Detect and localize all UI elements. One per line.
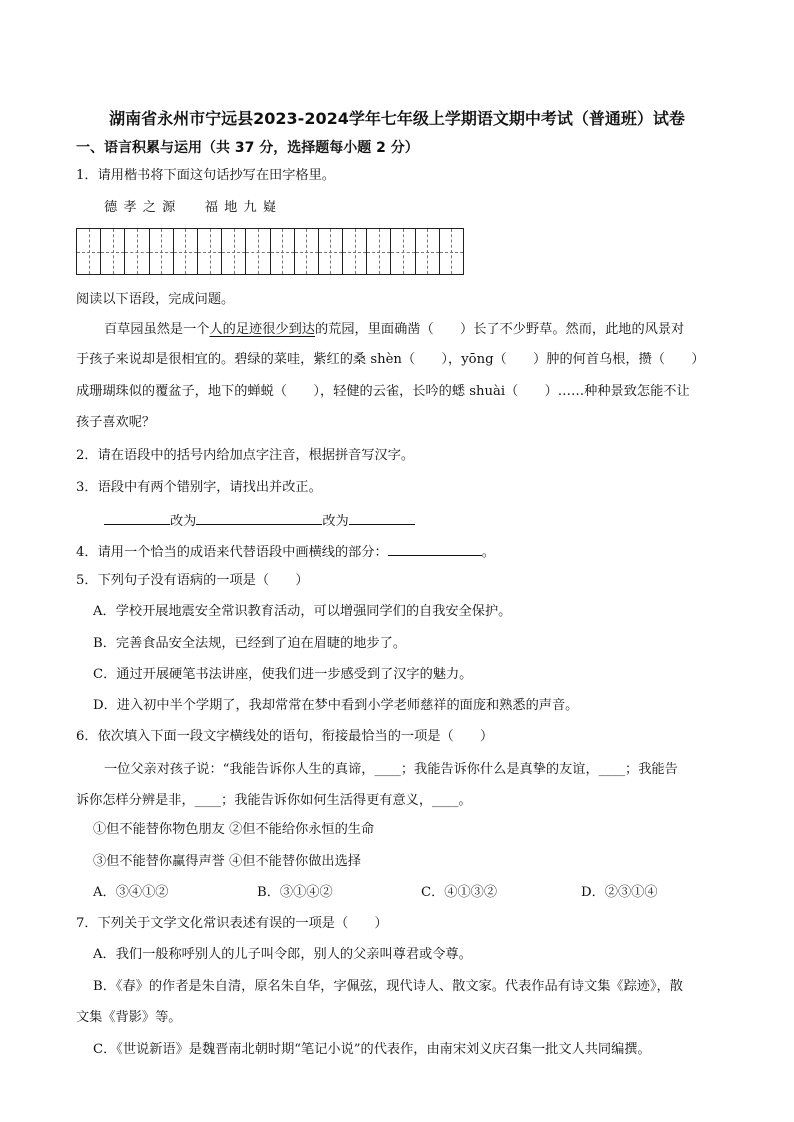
grid-cell[interactable] xyxy=(101,229,125,274)
q7-stem: 7．下列关于文学文化常识表述有误的一项是（ ） xyxy=(76,916,388,931)
change-label: 改为 xyxy=(322,514,349,529)
q6-passage-line-2: 诉你怎样分辨是非，____；我能告诉你如何生活得更有意义，____。 xyxy=(76,793,472,808)
underlined-phrase: 人的足迹很少到达 xyxy=(209,322,315,337)
grid-cell[interactable] xyxy=(222,229,246,274)
q7-option-a[interactable]: A．我们一般称呼别人的儿子叫令郎，别人的父亲叫尊君或令尊。 xyxy=(93,947,472,962)
reading-paragraph-line-1 xyxy=(104,320,684,340)
q5-option-d[interactable]: D．进入初中半个学期了，我却常常在梦中看到小学老师慈祥的面庞和熟悉的声音。 xyxy=(93,698,579,713)
reading-paragraph-line-2: 于孩子来说却是很相宜的。碧绿的菜哇，紫红的桑 shèn（ ），yōng（ ）肿的何首乌根，攒（ ） xyxy=(76,352,705,367)
answer-blank[interactable] xyxy=(388,541,482,556)
grid-cell[interactable] xyxy=(319,229,343,274)
grid-cell[interactable] xyxy=(295,229,319,274)
q2-stem: 2．请在语段中的括号内给加点字注音，根据拼音写汉字。 xyxy=(76,448,415,463)
q3-stem: 3．语段中有两个错别字，请找出并改正。 xyxy=(76,480,322,495)
q6-items-2: ③但不能替你赢得声誉 ④但不能替你做出选择 xyxy=(93,854,361,869)
grid-cell[interactable] xyxy=(77,229,101,274)
q6-choice-c[interactable]: C．④①③② xyxy=(421,885,498,900)
q1-phrase: 德 孝 之 源 福 地 九 嶷 xyxy=(104,200,278,215)
q4-line xyxy=(76,541,495,563)
grid-cell[interactable] xyxy=(391,229,415,274)
answer-blank[interactable] xyxy=(196,510,322,525)
q5-stem: 5．下列句子没有语病的一项是（ ） xyxy=(76,573,309,588)
q4-end: 。 xyxy=(481,545,495,560)
answer-blank[interactable] xyxy=(104,510,170,525)
change-label: 改为 xyxy=(170,514,197,529)
grid-cell[interactable] xyxy=(174,229,198,274)
q6-choice-a[interactable]: A．③④①② xyxy=(93,885,169,900)
q7-option-b-line-1[interactable]: B．《春》的作者是朱自清，原名朱自华，字佩弦，现代诗人、散文家。代表作品有诗文集《踪迹》，散 xyxy=(93,979,683,994)
q5-option-b[interactable]: B．完善食品安全法规，已经到了迫在眉睫的地步了。 xyxy=(93,636,407,651)
q3-answer-line xyxy=(104,510,415,532)
grid-cell[interactable] xyxy=(440,229,463,274)
grid-cell[interactable] xyxy=(246,229,270,274)
grid-cell[interactable] xyxy=(198,229,222,274)
section-heading: 一、语言积累与运用（共 37 分，选择题每小题 2 分） xyxy=(76,140,419,156)
grid-cell[interactable] xyxy=(343,229,367,274)
q7-option-c[interactable]: C．《世说新语》是魏晋南北朝时期“笔记小说”的代表作，由南宋刘义庆召集一批文人共同编撰。 xyxy=(93,1042,651,1057)
q6-choices xyxy=(93,883,658,903)
q6-choice-b[interactable]: B．③①④② xyxy=(257,885,333,900)
grid-cell[interactable] xyxy=(367,229,391,274)
reading-text: 的荒园，里面确凿（ ）长了不少野草。然而，此地的风景对 xyxy=(315,322,685,337)
q7-option-b-line-2[interactable]: 文集《背影》等。 xyxy=(76,1010,182,1025)
q4-stem: 4．请用一个恰当的成语来代替语段中画横线的部分： xyxy=(76,545,388,560)
grid-cell[interactable] xyxy=(271,229,295,274)
tianzige-grid[interactable] xyxy=(76,228,464,275)
q6-items-1: ①但不能替你物色朋友 ②但不能给你永恒的生命 xyxy=(93,822,375,837)
grid-cell[interactable] xyxy=(125,229,149,274)
q5-option-a[interactable]: A．学校开展地震安全常识教育活动，可以增强同学们的自我安全保护。 xyxy=(93,604,512,619)
reading-intro: 阅读以下语段，完成问题。 xyxy=(76,292,235,307)
reading-paragraph-line-4: 孩子喜欢呢？ xyxy=(76,415,156,430)
reading-paragraph-line-3: 成珊瑚珠似的覆盆子，地下的蝉蜕（ ），轻健的云雀，长吟的蟋 shuài（ ）……种种景致怎能不让 xyxy=(76,384,690,399)
q5-option-c[interactable]: C．通过开展硬笔书法讲座，使我们进一步感受到了汉字的魅力。 xyxy=(93,667,473,682)
q6-choice-d[interactable]: D．②③①④ xyxy=(581,885,658,900)
answer-blank[interactable] xyxy=(349,510,415,525)
grid-cell[interactable] xyxy=(150,229,174,274)
q6-passage-line-1: 一位父亲对孩子说：“我能告诉你人生的真谛，____；我能告诉你什么是真挚的友谊，____；我能告 xyxy=(104,762,678,777)
q6-stem: 6．依次填入下面一段文字横线处的语句，衔接最恰当的一项是（ ） xyxy=(76,729,494,744)
grid-cell[interactable] xyxy=(416,229,440,274)
reading-text: 百草园虽然是一个 xyxy=(104,322,210,337)
q1-stem: 1．请用楷书将下面这句话抄写在田字格里。 xyxy=(76,168,335,183)
page-title: 湖南省永州市宁远县2023-2024学年七年级上学期语文期中考试（普通班）试卷 xyxy=(109,109,685,128)
